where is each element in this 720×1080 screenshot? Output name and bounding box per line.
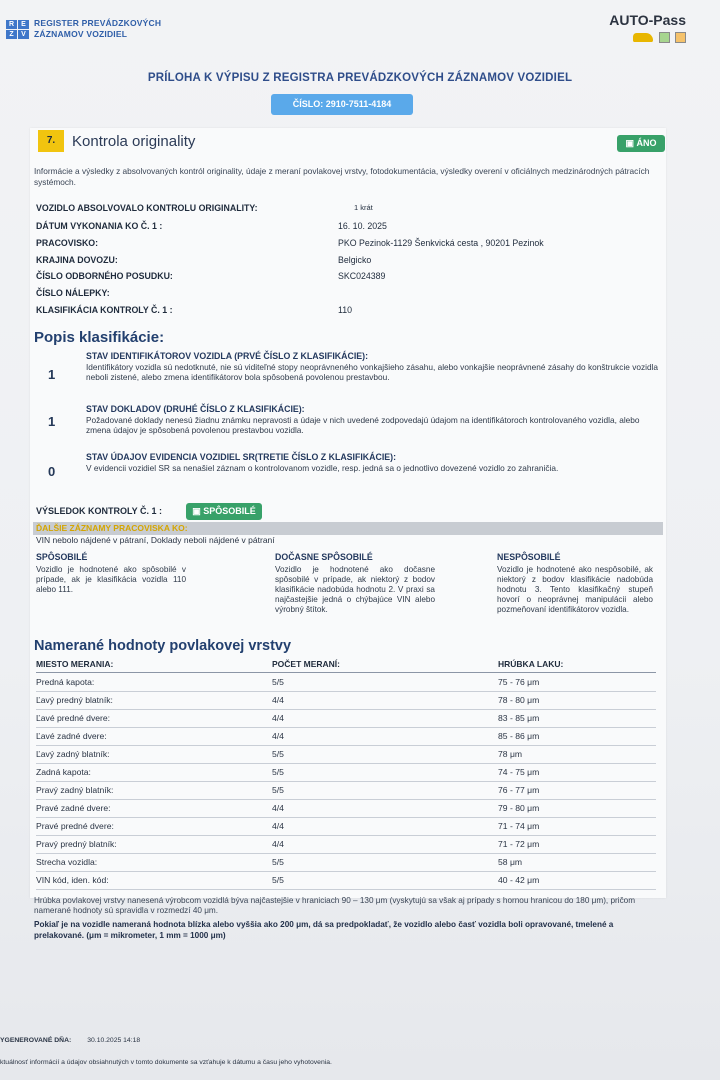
car-icon xyxy=(633,33,653,42)
field-row: KRAJINA DOVOZU: Belgicko xyxy=(36,255,372,265)
document-number-badge: ČÍSLO: 2910-7511-4184 xyxy=(271,94,413,115)
footer-disclaimer: ktuálnosť informácií a údajov obsiahnutých v tomto dokumente sa vzťahuje k dátumu a času jeho vyhotovenia. xyxy=(0,1059,332,1066)
document-icon xyxy=(675,32,686,43)
generated-value: 30.10.2025 14:18 xyxy=(87,1037,141,1044)
document-page: R E Z V REGISTER PREVÁDZKOVÝCH ZÁZNAMOV VOZIDIEL AUTO-Pass PRÍLOHA K VÝPISU Z REGISTRA PREVÁDZKOVÝCH ZÁZNAMOV VOZIDIEL ČÍSLO: 2910-7511-4184 7. Kontrola originality ▣ ÁNO Informácie a výsledky z absolvovaných kontról originality, údaje z meraní povlakovej vrstvy, fotodokumentácia, výsledky overení v oficiálnych medzinárodných pátracích systémoch. VOZIDLO ABSOLVOVALO KONTROLU ORIGINALITY: 1 krát DÁTUM VYKONANIA KO Č. 1 : 16. 10. 2025 PRACOVISKO: PKO Pezinok-1129 Šenkvická cesta , 90201 Pezinok KRAJINA DOVOZU: Belgicko ČÍSLO ODBORNÉHO POSUDKU: SKC024389 ČÍSLO NÁLEPKY: KLASIFIKÁCIA KONTROLY Č. 1 : 110 Popis klasifikácie: 1 STAV IDENTIFIKÁTOROV VOZIDLA (PRVÉ ČÍSLO Z KLASIFIKÁCIE): Identifikátory vozidla sú nedotknuté, nie sú viditeľné stopy neoprávneného vonkajšieho zásahu, alebo vonkajšie neoprávnené zásahy do konštrukcie vozidla neboli zistené, alebo zmena identifikátorov bola spôsobená povolenou prestavbou. 1 STAV DOKLADOV (DRUHÉ ČÍSLO Z KLASIFIKÁCIE): Požadované doklady nenesú žiadnu známku nepravosti a údaje v nich uvedené zodpovedajú údajom na identifikátoroch kontrolovaného vozidla, alebo zmena údajov je spôsobená povolenou prestavbou vozidla. 0 STAV ÚDAJOV EVIDENCIA VOZIDIEL SR(TRETIE ČÍSLO Z KLASIFIKÁCIE): V evidencii vozidiel SR sa nenašiel záznam o kontrolovanom vozidle, resp. jedná sa o jednotlivo dovezené vozidlo zo zahraničia. VÝSLEDOK KONTROLY Č. 1 : ▣ SPÔSOBILÉ ĎALŠIE ZÁZNAMY PRACOVISKA KO: VIN nebolo nájdené v pátraní, Doklady neboli nájdené v pátraní SPÔSOBILÉ Vozidlo je hodnotené ako spôsobilé v prípade, ak je klasifikácia vozidla 110 alebo 111. DOČASNE SPÔSOBILÉ Vozidlo je hodnotené ako dočasne spôsobilé v prípade, ak niektorý z bodov klasifikácie nadobúda hodnotu 2. V praxi sa najčastejšie jedná o chýbajúce VIN alebo výrobný štítok. NESPÔSOBILÉ Vozidlo je hodnotené ako nespôsobilé, ak niektorý z bodov klasifikácie nadobúda hodnotu 3. Tento klasifikačný stupeň hovorí o neoprávnej manipulácii alebo pozmeňovaní identifikátorov vozidla. Namerané hodnoty povlakovej vrstvy MIESTO MERANIA: POČET MERANÍ: HRÚBKA LAKU: Predná kapota: 5/5 75 - 76 μm Ľavý predný blatník: 4/4 78 - 80 μm Ľavé predné dvere: 4/4 83 - 85 μm Ľavé zadné dvere: 4/4 85 - 86 μm Ľavý zadný blatník: 5/5 78 μm Zadná kapota: 5/5 74 - 75 μm Pravý zadný blatník: 5/5 76 - 77 μm Pravé zadné dvere: 4/4 79 - 80 μm Pravé predné dvere: 4/4 71 - 74 μm Pravý predný blatník: 4/4 71 - 72 μm Strecha vozidla: 5/5 58 μm VIN kód, iden. kód: 5/5 40 - 42 μm Hrúbka povlakovej vrstvy nanesená výrobcom vozidlá býva najčastejšie v hraniciach 90 – 130 μm (vyskytujú sa však aj prípady s hornou hranicou do 180 μm), pričom namerané hodnoty sú spravidla v rozmedzí 40 μm. Pokiaľ je na vozidle nameraná hodnota blízka alebo vyššia ako 200 μm, dá sa predpokladať, že vozidlo alebo časť vozidla boli opravované, tmelené a prelakované. (μm = mikrometer, 1 mm = 1000 μm) YGENEROVANÉ DŇA: 30.10.2025 14:18 ktuálnosť informácií a údajov obsiahnutých v tomto dokumente sa vzťahuje k dátumu a času jeho vyhotovenia. xyxy=(0,0,720,1080)
table-header: MIESTO MERANIA: POČET MERANÍ: HRÚBKA LAKU: xyxy=(36,659,656,673)
table-row: Ľavý predný blatník: 4/4 78 - 80 μm xyxy=(36,691,656,710)
registry-logo xyxy=(6,18,161,40)
table-row: Pravé predné dvere: 4/4 71 - 74 μm xyxy=(36,817,656,836)
table-row: Pravý predný blatník: 4/4 71 - 72 μm xyxy=(36,835,656,854)
table-row: Ľavé predné dvere: 4/4 83 - 85 μm xyxy=(36,709,656,728)
section-intro: Informácie a výsledky z absolvovaných kontról originality, údaje z meraní povlakovej vrstvy, fotodokumentácia, výsledky overení v oficiálnych medzinárodných pátracích systémoch. xyxy=(34,166,650,187)
logo-mark: R E Z V xyxy=(6,20,29,39)
document-title: PRÍLOHA K VÝPISU Z REGISTRA PREVÁDZKOVÝCH ZÁZNAMOV VOZIDIEL xyxy=(147,72,573,84)
autopass-logo xyxy=(609,12,686,44)
table-row: VIN kód, iden. kód: 5/5 40 - 42 μm xyxy=(36,871,656,890)
table-row: Strecha vozidla: 5/5 58 μm xyxy=(36,853,656,872)
field-row: ČÍSLO NÁLEPKY: xyxy=(36,288,110,298)
section-number: 7. xyxy=(38,130,64,152)
table-row: Pravé zadné dvere: 4/4 79 - 80 μm xyxy=(36,799,656,818)
table-row: Ľavé zadné dvere: 4/4 85 - 86 μm xyxy=(36,727,656,746)
category-temporary: DOČASNE SPÔSOBILÉ Vozidlo je hodnotené ako dočasne spôsobilé v prípade, ak niektorý z bodov klasifikácie nadobúda hodnotu 2. V praxi sa najčastejšie jedná o chýbajúce VIN alebo výrobný štítok. xyxy=(275,552,435,614)
measurement-note: Hrúbka povlakovej vrstvy nanesená výrobcom vozidlá býva najčastejšie v hraniciach 90 – 130 μm (vyskytujú sa však aj prípady s hornou hranicou do 180 μm), pričom namerané hodnoty sú spravidla v rozmedzí 40 μm. xyxy=(34,896,636,915)
measurements-heading: Namerané hodnoty povlakovej vrstvy xyxy=(34,638,292,654)
result-label: VÝSLEDOK KONTROLY Č. 1 : xyxy=(36,506,163,516)
classification-heading: Popis klasifikácie: xyxy=(34,329,165,346)
status-badge-ano: ▣ ÁNO xyxy=(617,135,665,152)
logo-line-1: REGISTER PREVÁDZKOVÝCH xyxy=(34,18,162,28)
generated-info xyxy=(0,1037,140,1044)
table-row: Pravý zadný blatník: 5/5 76 - 77 μm xyxy=(36,781,656,800)
result-badge: ▣ SPÔSOBILÉ xyxy=(186,503,262,520)
logo-line-2: ZÁZNAMOV VOZIDIEL xyxy=(34,29,128,39)
category-capable: SPÔSOBILÉ Vozidlo je hodnotené ako spôsobilé v prípade, ak je klasifikácia vozidla 110 alebo 111. xyxy=(36,552,186,594)
checkbox-icon xyxy=(659,32,670,43)
field-row: KLASIFIKÁCIA KONTROLY Č. 1 : 110 xyxy=(36,305,353,315)
records-text: VIN nebolo nájdené v pátraní, Doklady neboli nájdené v pátraní xyxy=(36,535,275,545)
records-label: ĎALŠIE ZÁZNAMY PRACOVISKA KO: xyxy=(36,523,188,533)
measurement-warning: Pokiaľ je na vozidle nameraná hodnota blízka alebo vyššia ako 200 μm, dá sa predpokladať, že vozidlo alebo časť vozidla boli opravované, tmelené a prelakované. (μm = mikrometer, 1 mm = 1000 μm) xyxy=(34,920,614,940)
table-row: Predná kapota: 5/5 75 - 76 μm xyxy=(36,673,656,692)
section-title: Kontrola originality xyxy=(72,132,196,150)
table-row: Zadná kapota: 5/5 74 - 75 μm xyxy=(36,763,656,782)
field-row: VOZIDLO ABSOLVOVALO KONTROLU ORIGINALITY: 1 krát xyxy=(36,203,373,213)
autopass-title: AUTO-Pass xyxy=(609,12,686,28)
category-incapable: NESPÔSOBILÉ Vozidlo je hodnotené ako nespôsobilé, ak niektorý z bodov klasifikácie nadobúda hodnotu 3. Tento klasifikačný stupeň hovorí o neoprávnej manipulácii alebo pozmeňovaní identifikátorov vozidla. xyxy=(497,552,653,614)
field-row: ČÍSLO ODBORNÉHO POSUDKU: SKC024389 xyxy=(36,271,386,281)
section-header xyxy=(38,130,195,152)
generated-label: YGENEROVANÉ DŇA: xyxy=(0,1037,72,1044)
field-row: PRACOVISKO: PKO Pezinok-1129 Šenkvická cesta , 90201 Pezinok xyxy=(36,238,544,248)
table-row: Ľavý zadný blatník: 5/5 78 μm xyxy=(36,745,656,764)
field-row: DÁTUM VYKONANIA KO Č. 1 : 16. 10. 2025 xyxy=(36,221,387,231)
